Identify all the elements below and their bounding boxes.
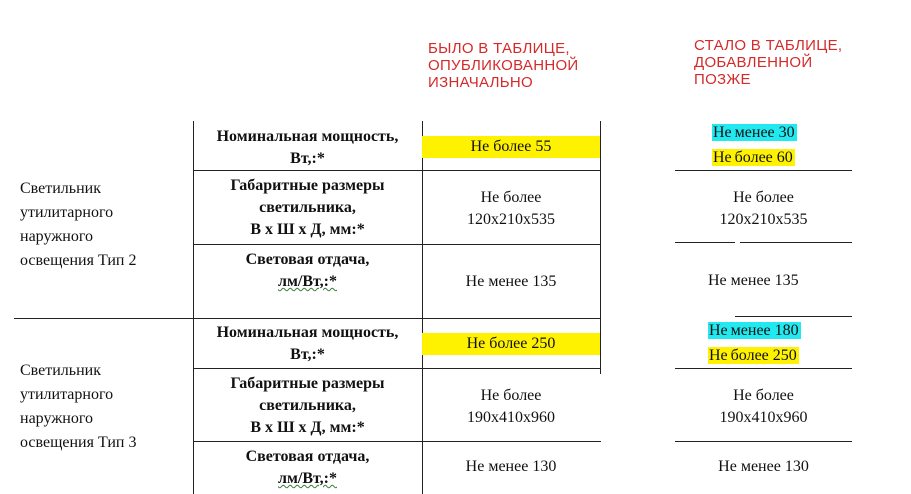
table-vline [422,121,423,494]
param-line: В х Ш х Д, мм:* [250,419,365,436]
table-vline [600,121,601,374]
value-line: Не менее 130 [718,458,809,475]
before-dimensions [422,385,600,429]
after-dimensions [675,187,852,231]
highlighted-value: более 60 [734,149,793,166]
param-line: Номинальная мощность, [216,324,399,341]
param-line: Световая отдача, [245,448,370,465]
after-hline [675,368,852,369]
group-label-line: освещения Тип 2 [20,252,137,269]
param-line: светильника, [259,199,356,216]
table-hline [193,368,601,369]
param-line: лм/Вт,:* [278,273,337,290]
header-before-line: ИЗНАЧАЛЬНО [428,74,534,91]
before-efficacy [422,271,600,293]
table-hline [193,244,601,245]
highlighted-value: Не [713,149,732,166]
highlighted-value: менее 30 [734,124,795,141]
after-hline [735,316,852,317]
highlighted-value: более 250 [730,347,797,364]
header-after [694,37,842,88]
param-line: В х Ш х Д, мм:* [250,221,365,238]
param-line: Световая отдача, [245,251,370,268]
before-efficacy [422,456,600,478]
param-line: Вт,:* [290,346,325,363]
group-label-line: освещения Тип 3 [20,434,137,451]
value-line: Не более [733,189,794,206]
param-dimensions [193,373,422,439]
after-power-max [712,147,795,169]
group-label-type3 [20,359,136,455]
after-hline [675,441,852,442]
group-label-type2 [20,177,136,273]
after-dimensions [675,385,852,429]
param-line: Вт,:* [290,150,325,167]
param-line: лм/Вт,:* [278,470,337,487]
value-line: Не более [733,387,794,404]
value-line: 190x410x960 [719,409,808,426]
value-line: Не менее 130 [465,458,557,475]
header-before [428,40,579,91]
after-power-min [712,122,797,144]
before-dimensions [422,187,600,231]
after-efficacy [708,270,799,292]
highlighted-value: Не [713,124,732,141]
param-efficacy [193,446,422,490]
group-label-line: утилитарного [20,386,114,403]
highlighted-value: Не [709,322,728,339]
param-line: Номинальная мощность, [216,128,399,145]
param-dimensions [193,175,422,241]
param-efficacy [193,249,422,293]
header-before-line: БЫЛО В ТАБЛИЦЕ, [428,40,570,57]
param-line: Габаритные размеры [230,375,385,392]
value-line: 120x210x535 [719,211,808,228]
value-word: менее 135 [730,272,799,289]
table-hline [193,441,601,442]
after-hline [675,242,735,243]
value-line: Не более [480,387,542,404]
highlighted-value: Не более 250 [422,333,600,355]
value-line: Не более [480,189,542,206]
value-line: Не менее 135 [465,273,557,290]
before-power [422,333,600,355]
header-before-line: ОПУБЛИКОВАННОЙ [428,57,579,74]
param-power [193,322,422,366]
header-after-line: СТАЛО В ТАБЛИЦЕ, [694,37,843,54]
group-label-line: утилитарного [20,204,114,221]
highlighted-value: Не [709,347,728,364]
after-power-max [708,345,799,367]
group-label-line: наружного [20,410,94,427]
after-power-min [708,320,801,342]
param-line: Габаритные размеры [230,177,385,194]
table-hline [193,170,601,171]
value-line: 190x410x960 [467,409,555,426]
value-word: Не [708,272,727,289]
param-line: светильника, [259,397,356,414]
group-label-line: наружного [20,228,94,245]
header-after-line: ПОЗЖЕ [694,71,751,88]
group-label-line: Светильник [20,180,101,197]
after-hline [740,242,852,243]
group-label-line: Светильник [20,362,101,379]
after-efficacy [675,456,852,478]
value-line: 120x210x535 [467,211,555,228]
param-power [193,126,422,170]
before-power [422,136,600,158]
header-after-line: ДОБАВЛЕННОЙ [694,54,813,71]
highlighted-value: Не более 55 [422,136,600,158]
table-hline [14,318,601,319]
after-hline [675,170,852,171]
highlighted-value: менее 180 [730,322,799,339]
